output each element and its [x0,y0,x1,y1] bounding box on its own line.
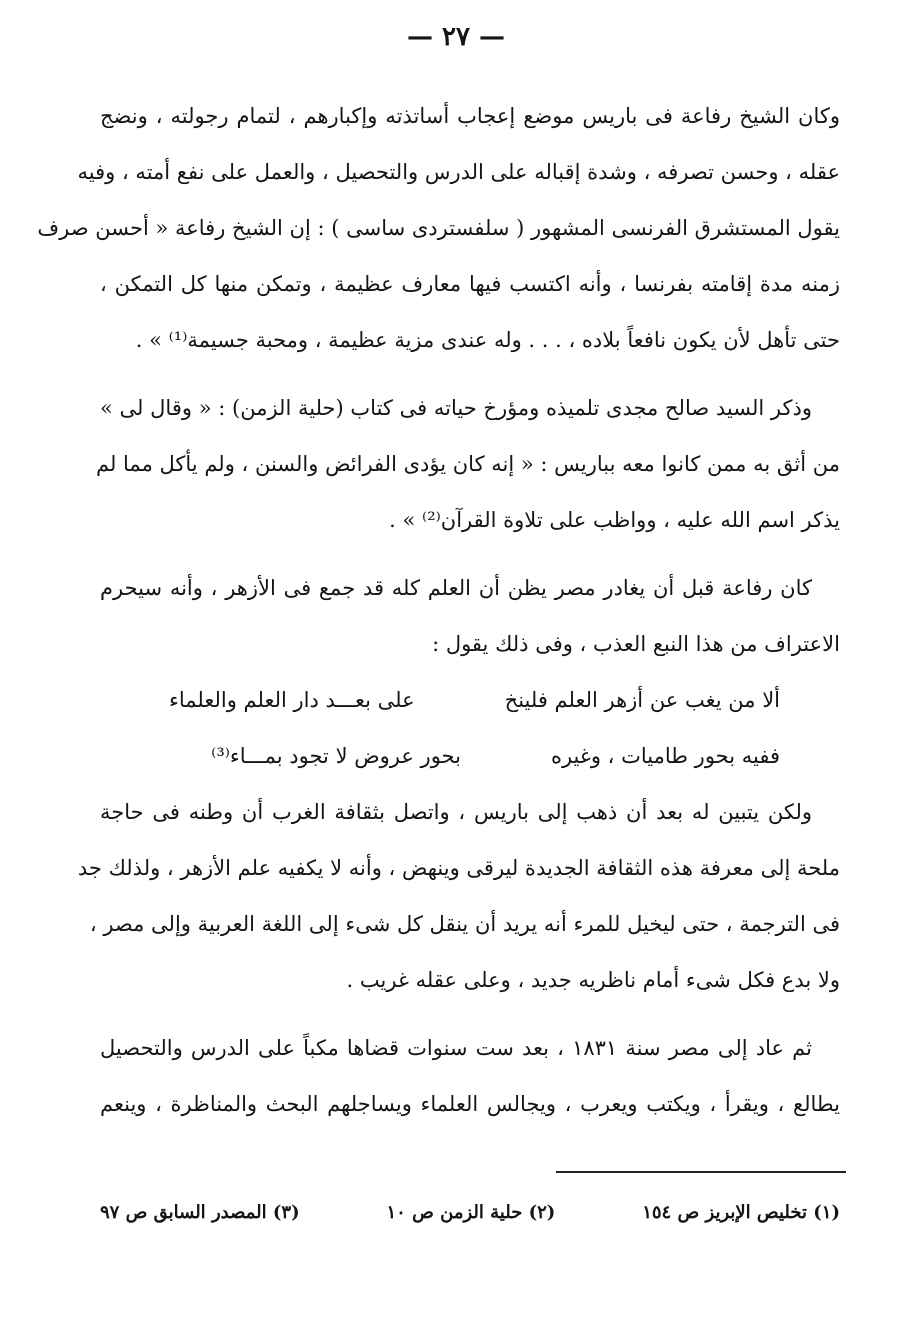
footnotes [100,1202,840,1223]
paragraph-4 [77,784,840,1008]
poem [100,672,840,784]
body-text [37,88,840,1132]
text-line: زمنه مدة إقامته بفرنسا ، وأنه اكتسب فيها معارف عظيمة ، وتمكن منها كل التمكن ، [100,272,840,296]
text-line: وذكر السيد صالح مجدى تلميذه ومؤرخ حياته فى كتاب (حلية الزمن) : « وقال لى » [100,396,812,420]
page-number: — ٢٧ — [406,22,506,52]
verse-hemistich-second: على بعـــد دار العلم والعلماء [169,688,415,712]
text-line: ولكن يتبين له بعد أن ذهب إلى باريس ، واتصل بثقافة الغرب أن وطنه فى حاجة [100,800,812,824]
text-line: كان رفاعة قبل أن يغادر مصر يظن أن العلم كله قد جمع فى الأزهر ، وأنه سيحرم [100,576,812,600]
verse-hemistich-first: ففيه بحور طاميات ، وغيره [550,744,780,768]
paragraph-5 [100,1020,840,1132]
text-line: الاعتراف من هذا النبع العذب ، وفى ذلك يقول : [432,632,840,656]
text-line: فى الترجمة ، حتى ليخيل للمرء أنه يريد أن ينقل كل شىء إلى اللغة العربية وإلى مصر ، [89,912,840,936]
poem-verse [100,672,840,728]
paragraph-1 [37,88,840,368]
footnote-divider [556,1171,846,1173]
verse-hemistich-second: بحور عروض لا تجود بمـــاء⁽³⁾ [211,744,461,768]
text-line: ثم عاد إلى مصر سنة ١٨٣١ ، بعد ست سنوات قضاها مكباً على الدرس والتحصيل [100,1036,812,1060]
verse-hemistich-first: ألا من يغب عن أزهر العلم فلينخ [504,688,780,712]
text-line: يطالع ، ويقرأ ، ويكتب ويعرب ، ويجالس العلماء ويساجلهم البحث والمناظرة ، وينعم [100,1092,840,1116]
paragraph-3 [100,560,840,672]
footnote-2: (٢) حلية الزمن ص ١٠ [386,1202,556,1223]
footnote-3: (٣) المصدر السابق ص ٩٧ [100,1202,300,1223]
text-line: يذكر اسم الله عليه ، وواظب على تلاوة القرآن⁽²⁾ » . [389,508,840,532]
text-line: يقول المستشرق الفرنسى المشهور ( سلفستردى ساسى ) : إن الشيخ رفاعة « أحسن صرف [37,216,840,240]
text-line: من أثق به ممن كانوا معه بباريس : « إنه كان يؤدى الفرائض والسنن ، ولم يأكل مما لم [95,452,840,476]
poem-verse [100,728,840,784]
text-line: حتى تأهل لأن يكون نافعاً بلاده ، . . . وله عندى مزية عظيمة ، ومحبة جسيمة⁽¹⁾ » . [135,328,840,352]
text-line: عقله ، وحسن تصرفه ، وشدة إقباله على الدرس والتحصيل ، والعمل على نفع أمته ، وفيه [77,160,840,184]
text-line: ملحة إلى معرفة هذه الثقافة الجديدة ليرقى وينهض ، وأنه لا يكفيه علم الأزهر ، ولذلك جد [77,856,840,880]
text-line: ولا بدع فكل شىء أمام ناظريه جديد ، وعلى عقله غريب . [346,968,840,992]
footnote-1: (١) تخليص الإبريز ص ١٥٤ [642,1202,840,1223]
paragraph-2 [95,380,840,548]
text-line: وكان الشيخ رفاعة فى باريس موضع إعجاب أساتذته وإكبارهم ، لتمام رجولته ، ونضج [100,104,840,128]
